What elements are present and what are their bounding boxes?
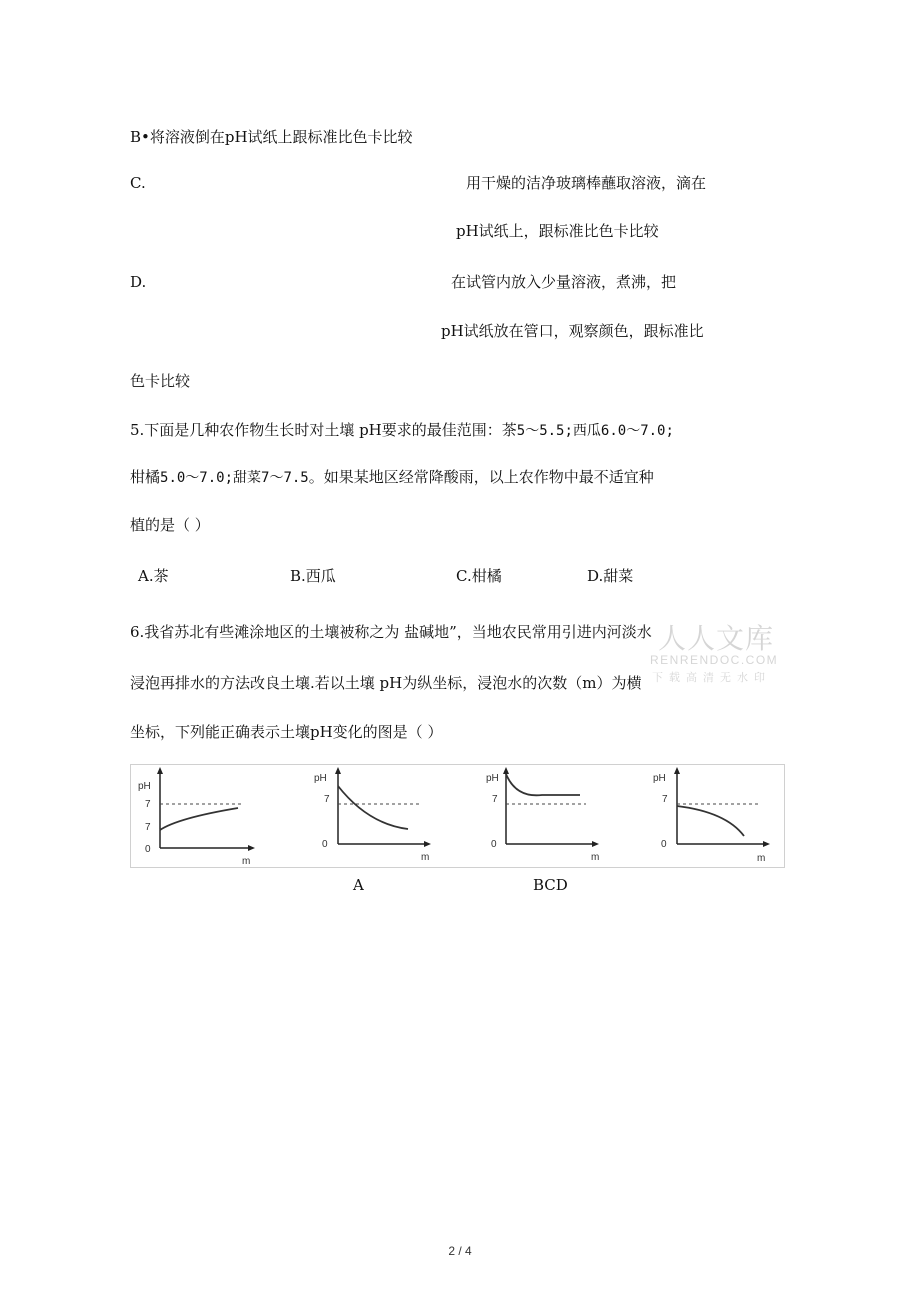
ph-graphs-svg — [130, 764, 785, 868]
graph-4-ref-label: 7 — [662, 794, 668, 805]
graph-3-origin: 0 — [491, 839, 497, 850]
graph-4 — [653, 767, 770, 864]
page-number: 2 / 4 — [448, 1244, 472, 1258]
graph-1 — [138, 767, 255, 867]
graph-3-ref-label: 7 — [492, 794, 498, 805]
graph-1-y-arrow — [157, 767, 163, 774]
graph-2-y-arrow — [335, 767, 341, 774]
graph-3-x-arrow — [592, 841, 599, 847]
graph-2 — [314, 767, 431, 863]
q4-option-c-letter: C. — [130, 174, 146, 192]
graph-label-a: A — [353, 876, 364, 894]
graph-3-x-label: m — [591, 852, 600, 863]
q5-stem-line2 — [130, 467, 654, 488]
graph-4-x-arrow — [763, 841, 770, 847]
graph-2-origin: 0 — [322, 839, 328, 850]
graph-2-x-label: m — [421, 852, 430, 863]
q4-option-b: B•将溶液倒在pH试纸上跟标准比色卡比较 — [130, 128, 413, 146]
graph-3-curve — [506, 774, 580, 795]
q5-stem-line2-text-b: 。如果某地区经常降酸雨，以上农作物中最不适宜种 — [308, 468, 654, 486]
graph-1-curve — [160, 808, 238, 830]
watermark-url: RENRENDOC.COM — [650, 653, 779, 667]
graph-1-x-label: m — [242, 856, 251, 867]
q5-option-a: A.茶 — [138, 567, 169, 585]
ph-graphs-figure — [130, 764, 785, 868]
graph-4-y-arrow — [674, 767, 680, 774]
graph-1-x-arrow — [248, 845, 255, 851]
graph-2-y-label: pH — [314, 773, 327, 784]
q5-stem-line3: 植的是（ ） — [130, 516, 210, 534]
graph-4-curve — [677, 806, 744, 836]
graph-3 — [486, 767, 599, 863]
q6-stem-line1: 6.我省苏北有些滩涂地区的土壤被称之为 盐碱地”，当地农民常用引进内河淡水 — [130, 623, 652, 641]
graph-3-y-arrow — [503, 767, 509, 774]
q5-stem-line1 — [130, 420, 674, 441]
q5-stem-line1-text: 5.下面是几种农作物生长时对土壤 pH要求的最佳范围：茶 — [130, 421, 517, 439]
graph-2-ref-label: 7 — [324, 794, 330, 805]
graph-4-y-label: pH — [653, 773, 666, 784]
q4-option-c-line2: pH试纸上，跟标准比色卡比较 — [456, 222, 659, 240]
graph-1-ref-label: 7 — [145, 799, 151, 810]
q6-stem-line3: 坐标，下列能正确表示土壤pH变化的图是（ ） — [130, 723, 443, 741]
q4-option-d-letter: D. — [130, 273, 147, 291]
q5-option-c: C.柑橘 — [456, 567, 502, 585]
q4-option-d-line2: pH试纸放在管口，观察颜色，跟标准比 — [441, 322, 704, 340]
q6-stem-line2: 浸泡再排水的方法改良土壤.若以土壤 pH为纵坐标，浸泡水的次数（m）为横 — [130, 674, 642, 692]
graph-label-bcd: BCD — [533, 876, 568, 894]
q4-option-d-line1: 在试管内放入少量溶液，煮沸，把 — [451, 273, 677, 291]
figure-frame — [131, 765, 785, 868]
graph-1-origin: 0 — [145, 844, 151, 855]
q5-stem-line2-text-a: 柑橘 — [130, 468, 161, 486]
q5-stem-line2-values: 5.0～7.0;甜菜7～7.5 — [160, 470, 309, 486]
q5-option-d: D.甜菜 — [587, 567, 634, 585]
q4-option-d-line3: 色卡比较 — [130, 372, 191, 390]
q5-stem-line1-values: 5～5.5;西瓜6.0～7.0; — [516, 423, 674, 439]
graph-4-x-label: m — [757, 853, 766, 864]
graph-2-x-arrow — [424, 841, 431, 847]
watermark-subtitle: 下载高清无水印 — [652, 671, 771, 684]
graph-3-y-label: pH — [486, 773, 499, 784]
q5-option-b: B.西瓜 — [290, 567, 336, 585]
q4-option-c-line1: 用干燥的洁净玻璃棒蘸取溶液，滴在 — [466, 174, 707, 192]
renrendoc-watermark — [650, 617, 779, 687]
graph-1-start-label: 7 — [145, 822, 151, 833]
graph-2-curve — [338, 786, 408, 829]
graph-4-origin: 0 — [661, 839, 667, 850]
watermark-title: 人人文库 — [658, 622, 775, 655]
graph-1-y-label: pH — [138, 781, 151, 792]
